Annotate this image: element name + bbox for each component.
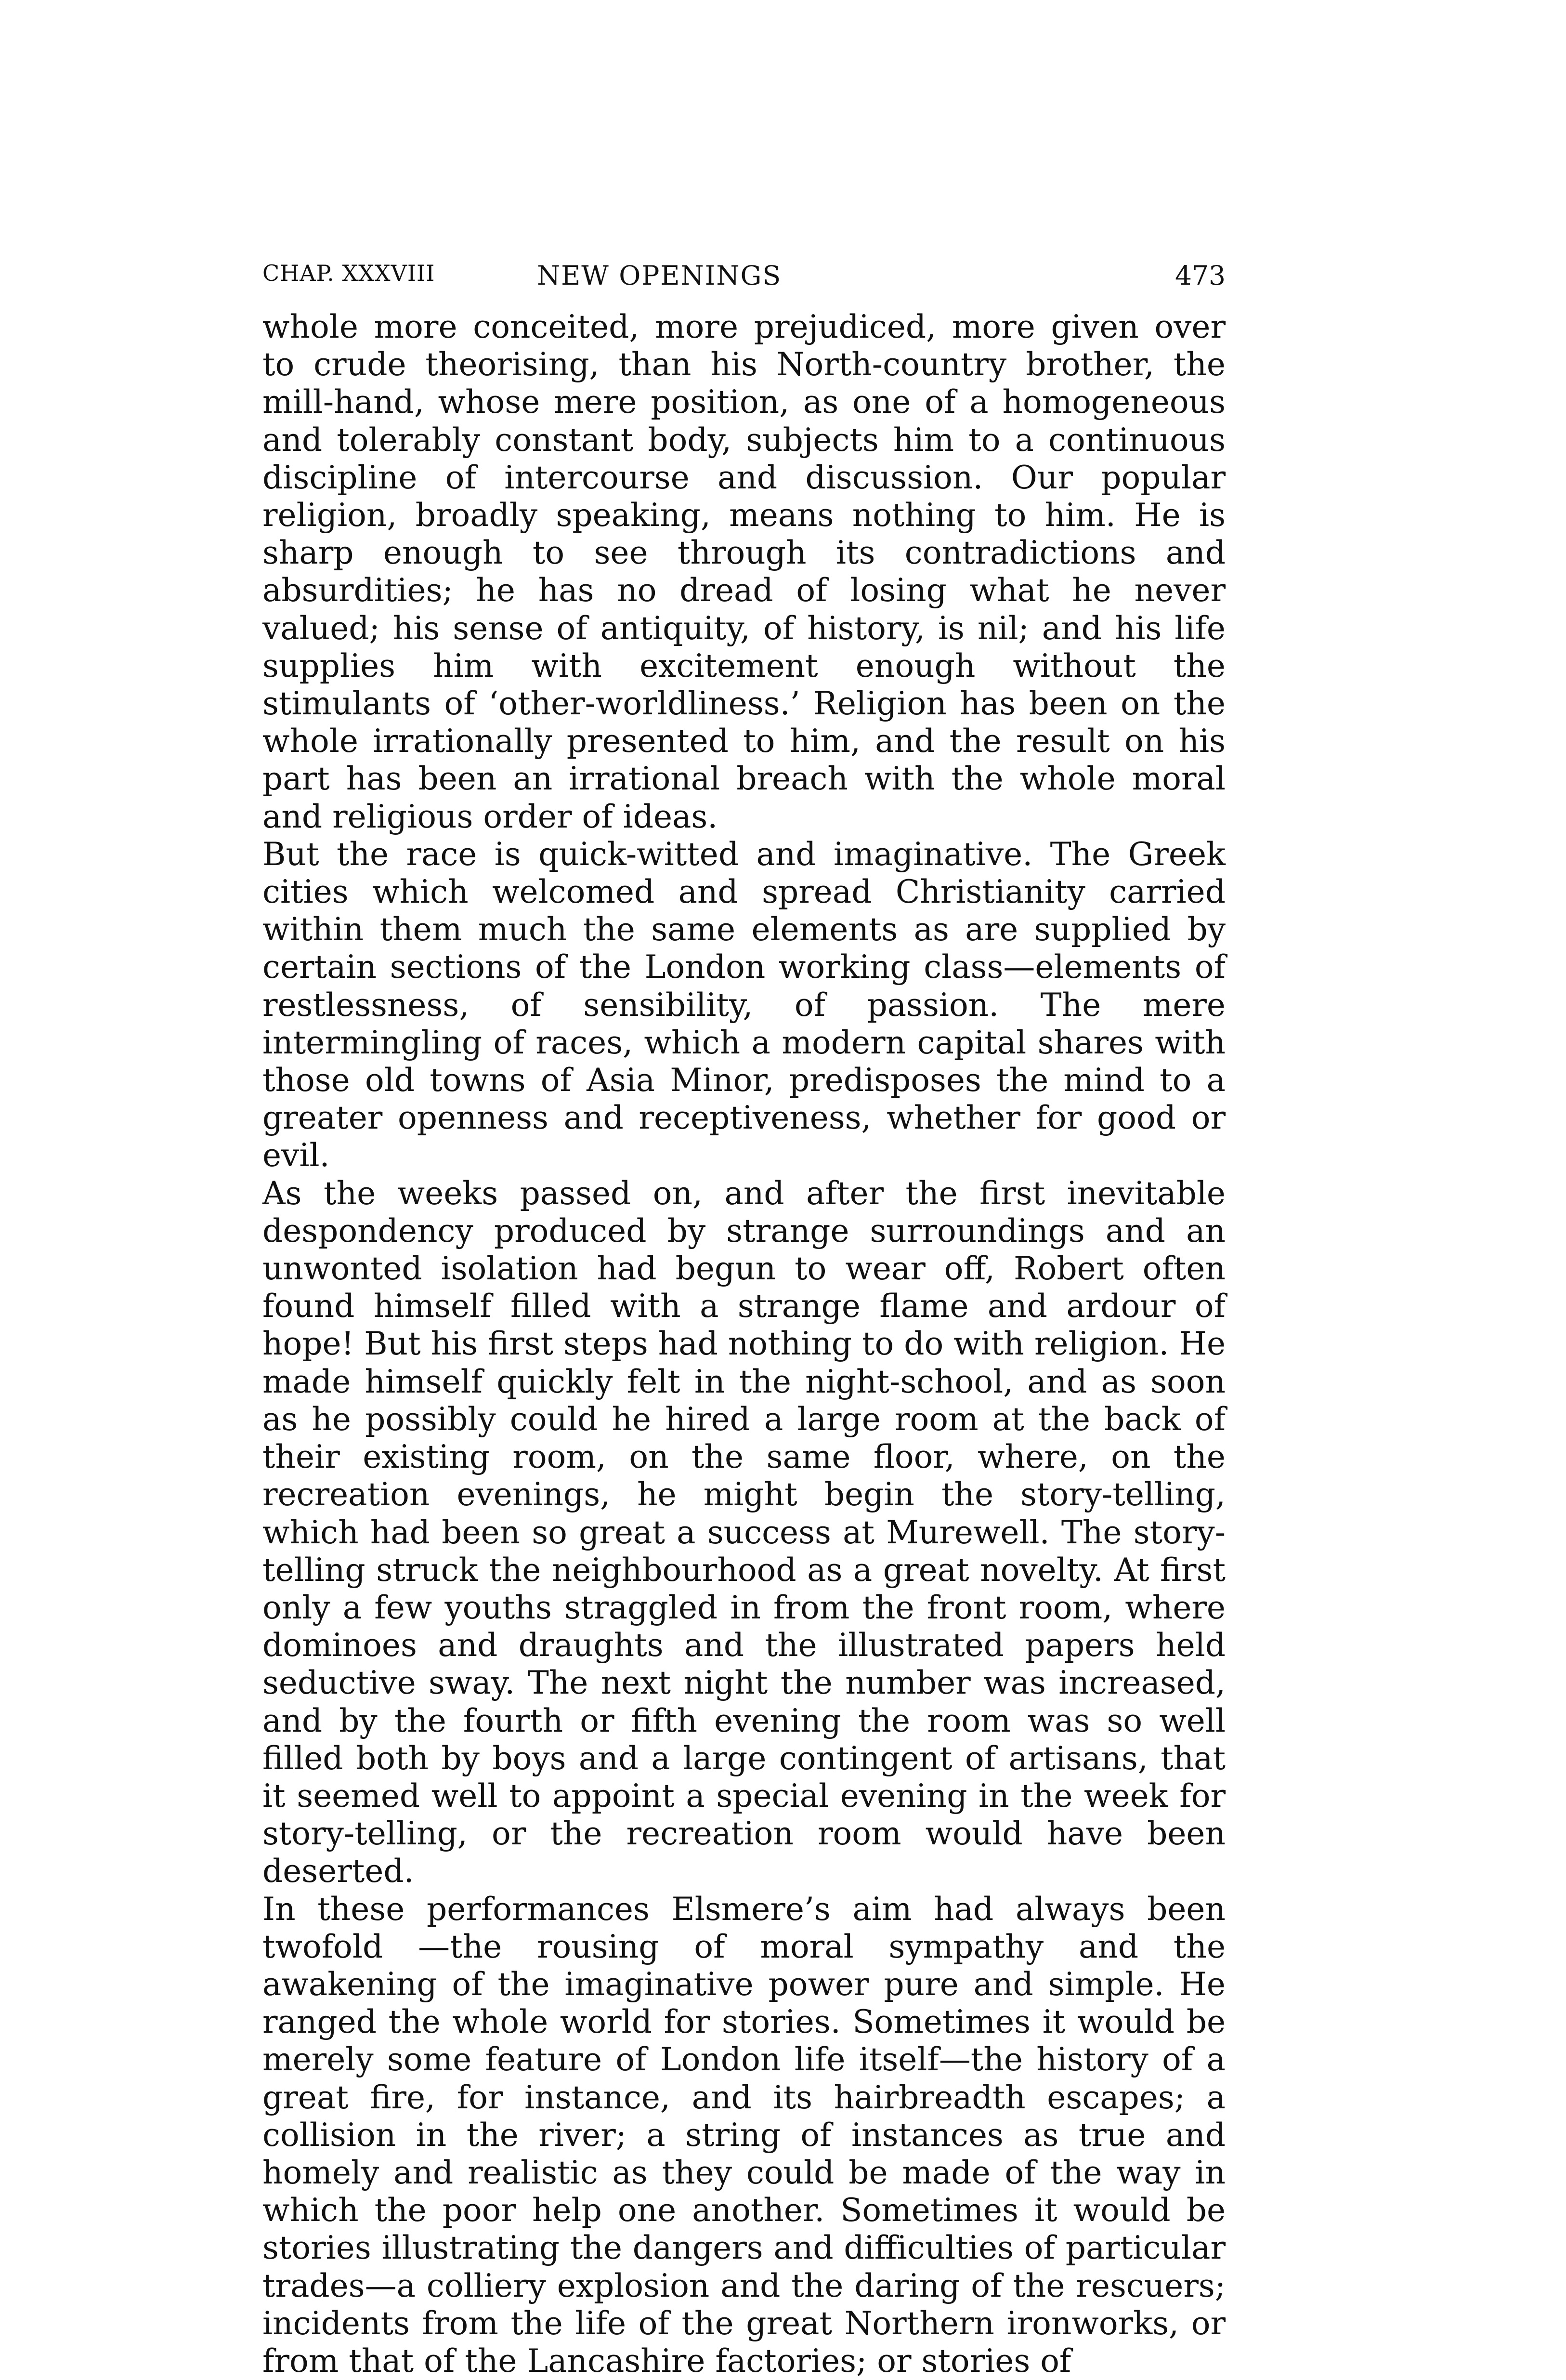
paragraph: But the race is quick-witted and imaginative. The Greek cities which welcomed and spread Christianity carried within them much the same elements as are supplied by certain sections of the London working class—elements of restlessness, of sensibility, of passion. The mere intermingling of races, which a modern capital shares with those old towns of Asia Minor, predisposes the mind to a greater openness and receptiveness, whether for good or evil. (262, 835, 1226, 1174)
paragraph: In these performances Elsmere’s aim had always been twofold —the rousing of moral sympathy and the awakening of the imaginative power pure and simple. He ranged the whole world for stories. Sometimes it would be merely some feature of London life itself—the history of a great fire, for instance, and its hairbreadth escapes; a collision in the river; a string of instances as true and homely and realistic as they could be made of the way in which the poor help one another. Sometimes it would be stories illustrating the dangers and difficulties of particular trades—a colliery explosion and the daring of the rescuers; incidents from the life of the great Northern ironworks, or from that of the Lancashire factories; or stories of (262, 1890, 1226, 2380)
paragraph: whole more conceited, more prejudiced, more given over to crude theorising, than his North-country brother, the mill-hand, whose mere position, as one of a homogeneous and tolerably constant body, subjects him to a continuous discipline of intercourse and discussion. Our popular religion, broadly speaking, means nothing to him. He is sharp enough to see through its contradictions and absurdities; he has no dread of losing what he never valued; his sense of antiquity, of history, is nil; and his life supplies him with excitement enough without the stimulants of ‘other-worldliness.’ Religion has been on the whole irrationally presented to him, and the result on his part has been an irrational breach with the whole moral and religious order of ideas. (262, 308, 1226, 835)
body-text (262, 308, 1226, 2380)
chapter-title: NEW OPENINGS (537, 260, 782, 291)
running-head (262, 260, 1226, 294)
paragraph: As the weeks passed on, and after the first inevitable despondency produced by strange surroundings and an unwonted isolation had begun to wear off, Robert often found himself filled with a strange flame and ardour of hope! But his first steps had nothing to do with religion. He made himself quickly felt in the night-school, and as soon as he possibly could he hired a large room at the back of their existing room, on the same floor, where, on the recreation evenings, he might begin the story-telling, which had been so great a success at Murewell. The story-telling struck the neighbourhood as a great novelty. At first only a few youths straggled in from the front room, where dominoes and draughts and the illustrated papers held seductive sway. The next night the number was increased, and by the fourth or fifth evening the room was so well filled both by boys and a large contingent of artisans, that it seemed well to appoint a special evening in the week for story-telling, or the recreation room would have been deserted. (262, 1174, 1226, 1890)
page-number: 473 (1175, 260, 1226, 291)
chapter-label: CHAP. XXXVIII (262, 260, 435, 286)
